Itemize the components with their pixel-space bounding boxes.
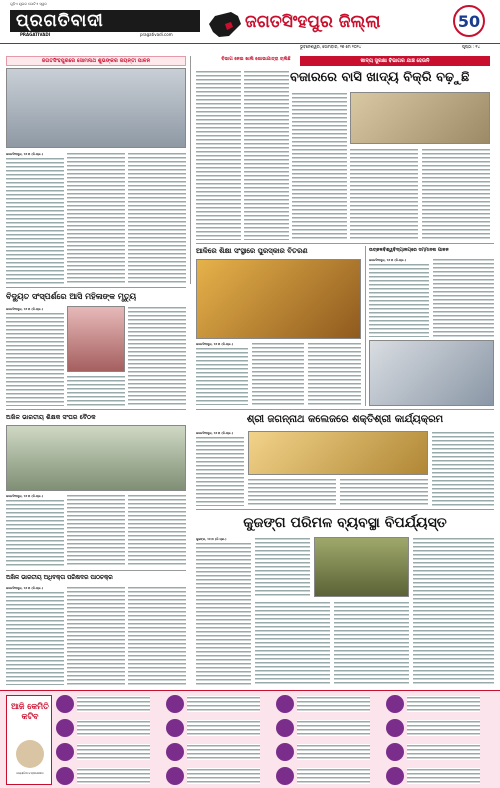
section-rule: [196, 243, 494, 244]
article-9-dateline: ଜଗତସିଂହପୁର, ୨୬।୫ (ନି.ପ୍ର.): [6, 586, 43, 590]
article-1-photo: [6, 68, 186, 148]
article-2-photo: [350, 92, 490, 144]
article-8-body-col-4: [413, 537, 494, 685]
zodiac-entry: [56, 717, 152, 740]
article-2-body-col-5: [422, 148, 490, 240]
edition-bar: [0, 44, 500, 52]
zodiac-text: [407, 696, 480, 712]
article-8-photo: [314, 537, 409, 597]
article-2-body-col-4: [350, 148, 418, 240]
zodiac-text: [297, 696, 370, 712]
zodiac-sign-icon: [276, 743, 294, 761]
article-8-dateline: କୁଜଙ୍ଗ, ୨୬।୫ (ନି.ପ୍ର.): [196, 537, 227, 541]
article-3-body-col-1: [6, 312, 64, 406]
edition-date: ଭୁବନେଶ୍ୱର, ସୋମବାର, ୨୭ ମେ ୨୦୨୪: [300, 44, 362, 49]
column-rule: [190, 56, 191, 284]
district-title: ଜଗତସିଂହପୁର ଜିଲ୍ଲା: [245, 12, 381, 32]
anniversary-number: 50: [457, 12, 481, 31]
horoscope-section: [0, 690, 500, 788]
zodiac-sign-icon: [166, 695, 184, 713]
article-2-kicker: ବିଭାଗ ନେଇ ଖାଲି ଶୋଭାଯାତ୍ରା ଚାଲିଛି: [221, 57, 291, 62]
zodiac-sign-icon: [386, 767, 404, 785]
zodiac-sign-icon: [386, 719, 404, 737]
article-1-dateline: ଜଗତସିଂହପୁର, ୨୬।୫ (ନି.ପ୍ର.): [6, 152, 43, 156]
zodiac-text: [407, 768, 480, 784]
article-4-photo: [196, 259, 361, 339]
zodiac-entry: [166, 717, 262, 740]
article-7-body-col-3: [340, 478, 428, 506]
article-3-body-col-3: [128, 306, 186, 406]
zodiac-text: [297, 744, 370, 760]
zodiac-text: [407, 720, 480, 736]
article-2-headline[interactable]: ବଜାରରେ ବାସି ଖାଦ୍ୟ ବିକ୍ରି ବଢ଼ୁଛି: [290, 70, 470, 85]
zodiac-entry: [386, 717, 482, 740]
article-8-body-col-1: [196, 542, 251, 685]
horoscope-title-box: [6, 695, 52, 785]
article-1-headline[interactable]: ଜଗତସିଂହପୁରରେ ସୋମନାଥ ଶୁଭଙ୍କର ଜୟନ୍ତୀ ପାଳନ: [6, 56, 186, 66]
section-rule: [6, 409, 186, 410]
zodiac-entry: [166, 765, 262, 788]
zodiac-text: [187, 768, 260, 784]
article-6-headline[interactable]: ଅଖିଳ ଭାରତୀୟ ଶିକ୍ଷକ ସଂଘର ବୈଠକ: [6, 414, 96, 421]
district-map-icon: [205, 10, 243, 40]
zodiac-text: [407, 744, 480, 760]
article-2-subhead: ଖାଦ୍ୟ ସୁରକ୍ଷା ବିଭାଗର ଯାଞ୍ଚ ହେଉନି: [300, 56, 490, 66]
article-8-body-col-3: [334, 601, 409, 685]
zodiac-sign-icon: [276, 767, 294, 785]
article-4-dateline: ଜଗତସିଂହପୁର, ୨୬।୫ (ନି.ପ୍ର.): [196, 342, 233, 346]
article-8-headline[interactable]: କୁଜଙ୍ଗ ପରିମଳ ବ୍ୟବସ୍ଥା ବିପର୍ଯ୍ୟସ୍ତ: [243, 515, 447, 531]
zodiac-entry: [276, 765, 372, 788]
zodiac-text: [187, 744, 260, 760]
section-rule: [6, 570, 186, 571]
zodiac-sign-icon: [276, 695, 294, 713]
zodiac-sign-icon: [166, 767, 184, 785]
article-6-body-col-2: [67, 494, 125, 567]
zodiac-entry: [56, 741, 152, 764]
article-6-photo: [6, 425, 186, 491]
article-1-body-col-3: [128, 152, 186, 285]
article-9-body-col-3: [128, 586, 186, 685]
article-3-dateline: ଜଗତସିଂହପୁର, ୨୬।୫ (ନି.ପ୍ର.): [6, 307, 43, 311]
zodiac-entry: [386, 741, 482, 764]
zodiac-text: [187, 720, 260, 736]
section-rule: [6, 287, 186, 288]
zodiac-entry: [386, 765, 482, 788]
zodiac-entry: [276, 693, 372, 716]
article-6-dateline: ଜଗତସିଂହପୁର, ୨୬।୫ (ନି.ପ୍ର.): [6, 494, 43, 498]
zodiac-sign-icon: [56, 695, 74, 713]
zodiac-entry: [56, 765, 152, 788]
article-8-body-col-2: [255, 537, 310, 597]
article-4-headline[interactable]: ଆଳିରେ ଶିକ୍ଷା ସଂସ୍ଥାରେ ପୁରସ୍କାର ବିତରଣ: [196, 247, 308, 255]
article-5-headline[interactable]: ଉତ୍କଳବିଶ୍ୱବିଦ୍ୟାଳୟରେ ସମ୍ମାନନା ପାଳନ: [369, 248, 449, 253]
article-8-body-col-2b: [255, 601, 330, 685]
zodiac-text: [297, 720, 370, 736]
article-3-headline[interactable]: ବିଦ୍ୟୁତ ସଂସ୍ପର୍ଶରେ ଆସି ମହିଳାଙ୍କ ମୃତ୍ୟୁ: [6, 292, 137, 301]
zodiac-sign-icon: [56, 743, 74, 761]
zodiac-entry: [276, 717, 372, 740]
article-1-body-col-1: [6, 157, 64, 285]
article-7-body-col-4: [432, 431, 494, 506]
zodiac-entry: [56, 693, 152, 716]
article-4-body-col-1: [196, 347, 248, 405]
zodiac-text: [297, 768, 370, 784]
zodiac-sign-icon: [56, 719, 74, 737]
zodiac-entry: [166, 741, 262, 764]
horoscope-title: ଆଜି କେମିତି କଟିବ: [11, 702, 49, 721]
website-url[interactable]: pragativadi.com: [140, 32, 173, 37]
zodiac-sign-icon: [56, 767, 74, 785]
zodiac-entry: [386, 693, 482, 716]
page-number: ପୃଷ୍ଠା : ୧୪: [462, 44, 481, 49]
newspaper-logo[interactable]: ପ୍ରଗତିବାଦୀ: [10, 10, 200, 32]
article-2-body-col-3: [292, 92, 347, 240]
article-9-body-col-1: [6, 591, 64, 685]
column-rule: [365, 246, 366, 406]
zodiac-text: [77, 696, 150, 712]
article-6-body-col-3: [128, 494, 186, 567]
zodiac-text: [77, 768, 150, 784]
masthead: [0, 0, 500, 44]
article-5-body-col-2: [433, 258, 494, 337]
anniversary-logo-icon: [442, 4, 497, 38]
article-6-body-col-1: [6, 499, 64, 567]
zodiac-text: [77, 720, 150, 736]
article-7-photo: [248, 431, 428, 475]
article-5-photo: [369, 340, 494, 406]
zodiac-sign-icon: [166, 743, 184, 761]
article-2-body-col-2: [244, 70, 289, 240]
astrologer-name: ଜ୍ୟୋତିଷ ଚନ୍ଦ୍ରଶେଖର: [16, 771, 44, 775]
section-rule: [196, 409, 494, 410]
section-rule: [196, 509, 494, 510]
article-7-dateline: ଜଗତସିଂହପୁର, ୨୬।୫ (ନି.ପ୍ର.): [196, 431, 233, 435]
article-5-dateline: ଜଗତସିଂହପୁର, ୨୬।୫ (ନି.ପ୍ର.): [369, 258, 406, 262]
article-9-body-col-2: [67, 586, 125, 685]
article-9-headline[interactable]: ଅଖିଳ ଭାରତୀୟ ଅଧିବକ୍ତା ପରିଷଦର ପାଠଚକ୍ର: [6, 575, 113, 581]
zodiac-entry: [276, 741, 372, 764]
article-2-body-col-1: [196, 70, 241, 240]
astrologer-avatar: [16, 740, 44, 768]
zodiac-sign-icon: [386, 743, 404, 761]
article-4-body-col-3: [308, 342, 361, 405]
article-3-photo: [67, 306, 125, 372]
logo-latin: PRAGATIVADI: [20, 32, 51, 37]
zodiac-entry: [166, 693, 262, 716]
masthead-tagline: ଗୁଡ଼ିଏ ଯୁଗର ଗୋଟିଏ ସ୍ୱର: [10, 2, 47, 6]
article-7-headline[interactable]: ଶ୍ରୀ ଜଗନ୍ନାଥ କଲେଜରେ ଶକ୍ତିଶ୍ରୀ କାର୍ଯ୍ୟକ୍ରମ: [246, 414, 444, 425]
article-7-body-col-1: [196, 436, 244, 506]
article-5-body-col-1: [369, 263, 429, 337]
article-1-body-col-2: [67, 152, 125, 285]
zodiac-sign-icon: [166, 719, 184, 737]
zodiac-text: [187, 696, 260, 712]
zodiac-sign-icon: [276, 719, 294, 737]
zodiac-sign-icon: [386, 695, 404, 713]
zodiac-text: [77, 744, 150, 760]
horoscope-grid: [56, 691, 496, 788]
article-4-body-col-2: [252, 342, 304, 405]
article-3-body-col-2: [67, 375, 125, 406]
article-7-body-col-2: [248, 478, 336, 506]
